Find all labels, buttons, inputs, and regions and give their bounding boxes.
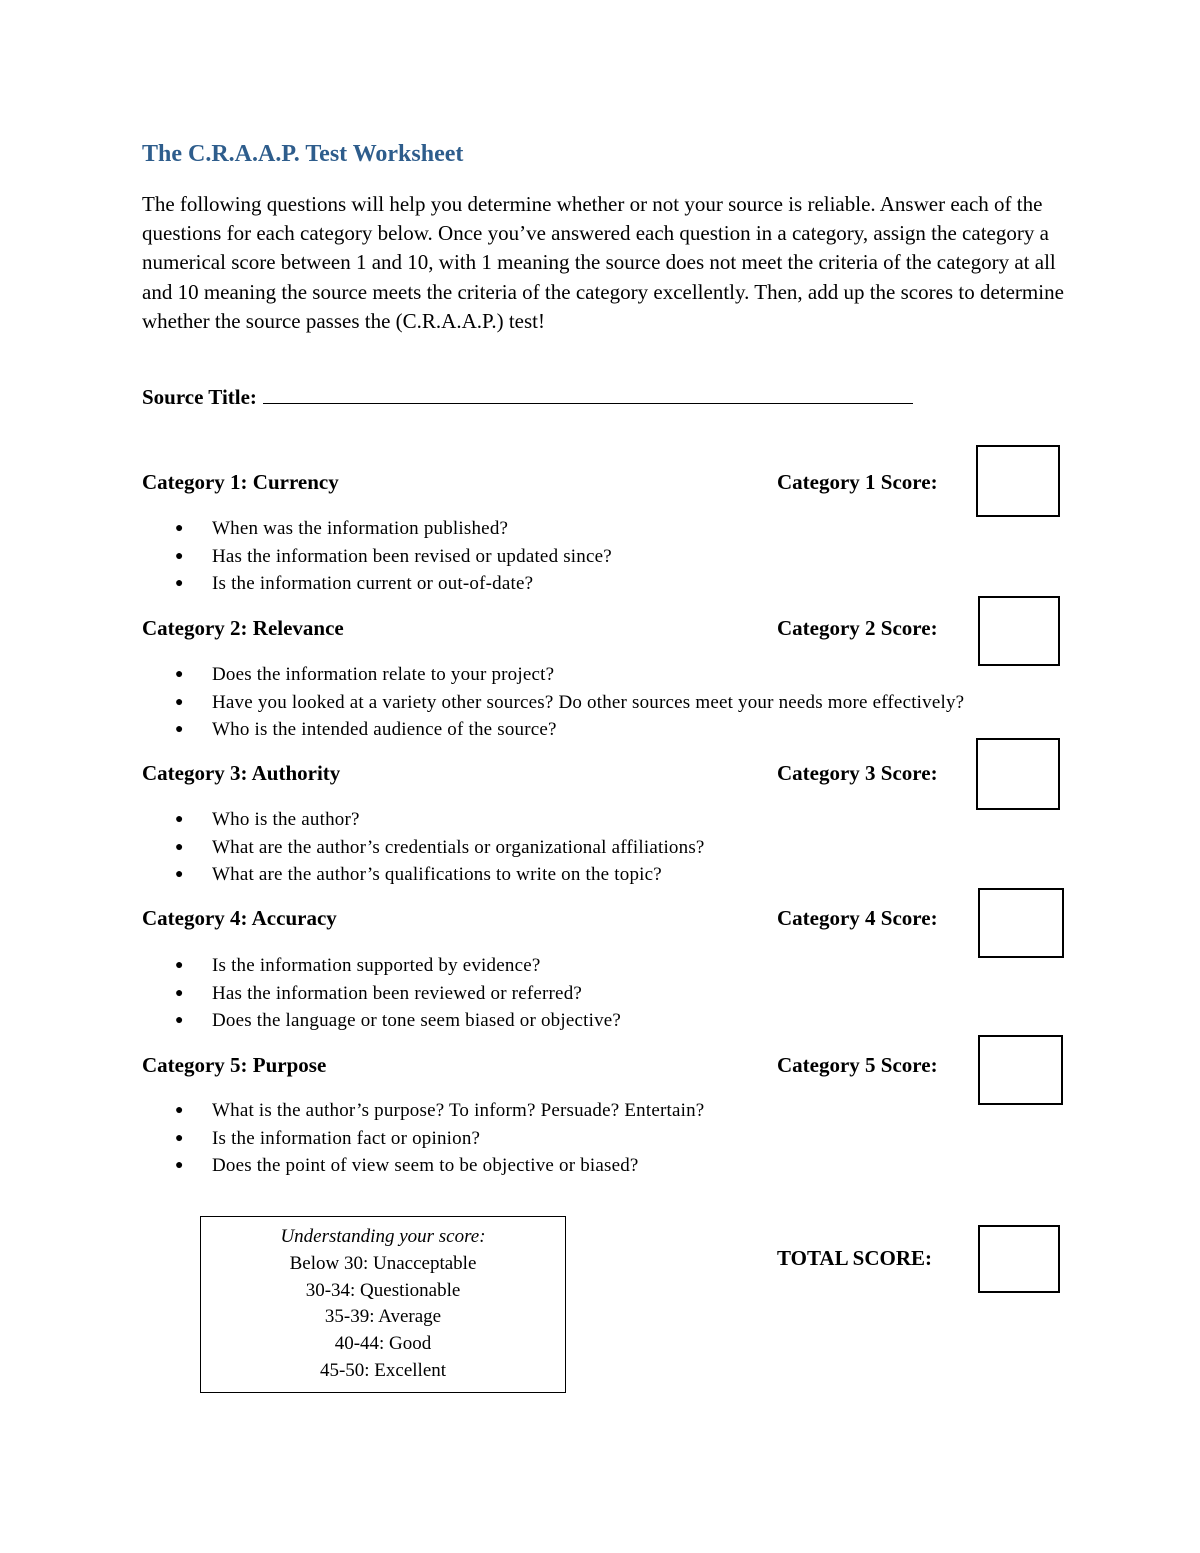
question-item: ● Does the language or tone seem biased or objective? [142,1007,621,1035]
question-item: ● Is the information supported by evidence? [142,952,621,980]
legend-line: 30-34: Questionable [305,1279,461,1301]
category-5-questions [142,1097,704,1180]
category-4-questions [142,952,621,1035]
legend-title: Understanding your score: [280,1226,486,1247]
question-item: ● Is the information current or out-of-date? [142,570,612,598]
source-title-input-line[interactable] [263,381,913,404]
question-item: ● Who is the author? [142,806,705,834]
question-item: ● What are the author’s qualifications to write on the topic? [142,861,705,889]
category-5-score-label: Category 5 Score: [777,1053,938,1077]
category-3-heading: Category 3: Authority [142,761,341,785]
bullet-icon: ● [175,694,184,710]
question-item: ● What are the author’s credentials or organizational affiliations? [142,834,705,862]
legend-line: 45-50: Excellent [319,1359,447,1381]
question-item: ● When was the information published? [142,515,612,543]
category-2-questions [142,661,964,744]
question-item: ● Does the information relate to your project? [142,661,964,689]
category-2-score-label: Category 2 Score: [777,616,938,640]
bullet-icon: ● [175,548,184,564]
source-title-label: Source Title: [142,385,257,409]
category-2-heading: Category 2: Relevance [142,616,344,640]
bullet-icon: ● [175,1103,184,1118]
bullet-icon: ● [175,521,184,536]
category-2-score-box[interactable] [978,596,1060,666]
page-title: The C.R.A.A.P. Test Worksheet [142,141,464,167]
source-title-row [142,381,913,410]
total-score-label: TOTAL SCORE: [777,1246,933,1270]
category-1-questions [142,515,612,598]
bullet-icon: ● [175,1130,184,1146]
category-5-heading: Category 5: Purpose [142,1053,327,1077]
category-5-score-box[interactable] [978,1035,1063,1105]
category-3-score-label: Category 3 Score: [777,761,938,785]
category-1-score-label: Category 1 Score: [777,470,938,494]
legend-line: 40-44: Good [334,1333,432,1355]
total-score-box[interactable] [978,1225,1060,1293]
score-legend-box [200,1216,566,1393]
question-item: ● Has the information been reviewed or referred? [142,980,621,1008]
bullet-icon: ● [175,867,184,882]
bullet-icon: ● [175,667,184,682]
legend-line: 35-39: Average [324,1306,442,1328]
bullet-icon: ● [175,722,184,737]
bullet-icon: ● [175,576,184,591]
legend-line: Below 30: Unacceptable [289,1252,477,1274]
bullet-icon: ● [175,958,184,973]
category-3-questions [142,806,705,889]
category-1-score-box[interactable] [976,445,1060,517]
category-4-heading: Category 4: Accuracy [142,906,337,930]
question-item: ● Does the point of view seem to be objective or biased? [142,1152,704,1180]
bullet-icon: ● [175,812,184,827]
category-4-score-box[interactable] [978,888,1064,958]
bullet-icon: ● [175,839,184,855]
question-item: ● Have you looked at a variety other sources? Do other sources meet your needs more effectively? [142,689,964,717]
question-item: ● Is the information fact or opinion? [142,1125,704,1153]
category-3-score-box[interactable] [976,738,1060,810]
category-1-heading: Category 1: Currency [142,470,339,494]
question-item: ● Who is the intended audience of the source? [142,716,964,744]
bullet-icon: ● [175,1158,184,1173]
bullet-icon: ● [175,1013,184,1028]
category-4-score-label: Category 4 Score: [777,906,938,930]
question-item: ● What is the author’s purpose? To inform? Persuade? Entertain? [142,1097,704,1125]
intro-paragraph: The following questions will help you determine whether or not your source is reliable. Answer each of the questions for each category below. Once you’ve answered each question in a category, assign the category a numerical score between 1 and 10, with 1 meaning the source does not meet the criteria of the category at all and 10 meaning the source meets the criteria of the category excellently. Then, add up the scores to determine whether the source passes the (C.R.A.A.P.) test! [142,192,1064,333]
question-item: ● Has the information been revised or updated since? [142,543,612,571]
bullet-icon: ● [175,985,184,1001]
